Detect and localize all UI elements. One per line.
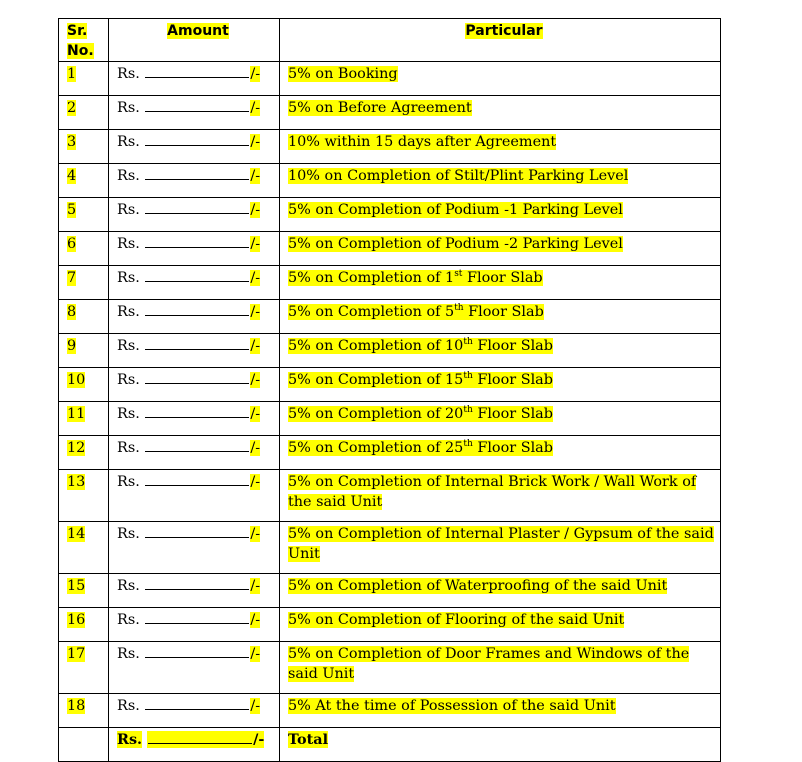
header-amount-label: Amount xyxy=(167,23,229,39)
table-row xyxy=(59,368,721,402)
sr-cell xyxy=(59,608,109,642)
amount-blank[interactable] xyxy=(145,438,249,452)
sr-number: 11 xyxy=(67,406,86,422)
particular-text: 5% on Completion of 25th Floor Slab xyxy=(288,439,553,456)
particular-text: 5% on Completion of 1st Floor Slab xyxy=(288,269,543,286)
sr-cell xyxy=(59,402,109,436)
amount-cell xyxy=(109,62,280,96)
amount-suffix: /- xyxy=(250,270,261,286)
particular-cell xyxy=(280,96,721,130)
total-label: Total xyxy=(288,731,329,748)
table-row xyxy=(59,436,721,470)
table-row xyxy=(59,232,721,266)
amount-cell xyxy=(109,436,280,470)
particular-text: 5% on Completion of Internal Plaster / Gypsum of the said Unit xyxy=(288,526,714,562)
amount-suffix: /- xyxy=(250,474,261,490)
amount-blank[interactable] xyxy=(145,336,249,350)
particular-text: 5% on Completion of Podium -1 Parking Level xyxy=(288,202,623,218)
amount-cell xyxy=(109,402,280,436)
amount-suffix: /- xyxy=(250,168,261,184)
amount-suffix: /- xyxy=(250,338,261,354)
amount-blank[interactable] xyxy=(145,132,249,146)
amount-cell xyxy=(109,300,280,334)
total-amount-blank[interactable] xyxy=(148,730,252,744)
table-row xyxy=(59,402,721,436)
amount-cell xyxy=(109,522,280,574)
ordinal-suffix: th xyxy=(454,303,464,313)
particular-text: 5% on Completion of Podium -2 Parking Level xyxy=(288,236,623,252)
currency-prefix: Rs. xyxy=(117,612,140,628)
amount-blank[interactable] xyxy=(145,64,249,78)
amount-blank[interactable] xyxy=(145,302,249,316)
particular-cell xyxy=(280,436,721,470)
sr-cell xyxy=(59,368,109,402)
total-amount-suffix: /- xyxy=(253,731,265,748)
ordinal-suffix: th xyxy=(463,405,473,415)
sr-number: 13 xyxy=(67,474,86,490)
particular-cell xyxy=(280,300,721,334)
table-row xyxy=(59,62,721,96)
sr-cell xyxy=(59,62,109,96)
amount-cell xyxy=(109,266,280,300)
sr-number: 9 xyxy=(67,338,77,354)
particular-text: 5% on Completion of Door Frames and Windows of the said Unit xyxy=(288,646,690,682)
total-amount-cell xyxy=(109,728,280,762)
sr-cell xyxy=(59,300,109,334)
amount-blank[interactable] xyxy=(145,200,249,214)
header-particular xyxy=(280,19,721,62)
particular-cell xyxy=(280,694,721,728)
table-row xyxy=(59,300,721,334)
sr-number: 15 xyxy=(67,578,86,594)
amount-suffix: /- xyxy=(250,578,261,594)
header-sr-no xyxy=(59,19,109,62)
amount-blank[interactable] xyxy=(145,166,249,180)
amount-suffix: /- xyxy=(250,698,261,714)
amount-suffix: /- xyxy=(250,406,261,422)
particular-cell xyxy=(280,402,721,436)
total-currency-prefix: Rs. xyxy=(117,731,143,748)
table-row xyxy=(59,198,721,232)
particular-cell xyxy=(280,334,721,368)
amount-cell xyxy=(109,574,280,608)
ordinal-suffix: th xyxy=(463,371,473,381)
table-row xyxy=(59,96,721,130)
sr-number: 4 xyxy=(67,168,77,184)
amount-suffix: /- xyxy=(250,236,261,252)
sr-cell xyxy=(59,96,109,130)
amount-cell xyxy=(109,334,280,368)
sr-number: 1 xyxy=(67,66,77,82)
particular-text: 5% on Completion of 15th Floor Slab xyxy=(288,371,553,388)
currency-prefix: Rs. xyxy=(117,646,140,662)
amount-blank[interactable] xyxy=(145,696,249,710)
table-header-row xyxy=(59,19,721,62)
particular-text: 5% on Completion of Flooring of the said Unit xyxy=(288,612,625,628)
currency-prefix: Rs. xyxy=(117,168,140,184)
currency-prefix: Rs. xyxy=(117,66,140,82)
table-row xyxy=(59,694,721,728)
currency-prefix: Rs. xyxy=(117,440,140,456)
payment-schedule-table xyxy=(58,18,721,762)
particular-cell xyxy=(280,198,721,232)
currency-prefix: Rs. xyxy=(117,236,140,252)
particular-text: 5% on Completion of 5th Floor Slab xyxy=(288,303,544,320)
header-sr-line2: No. xyxy=(67,43,94,59)
amount-suffix: /- xyxy=(250,66,261,82)
sr-number: 14 xyxy=(67,526,86,542)
amount-blank[interactable] xyxy=(145,576,249,590)
sr-number: 18 xyxy=(67,698,86,714)
particular-cell xyxy=(280,164,721,198)
total-sr-cell xyxy=(59,728,109,762)
amount-blank[interactable] xyxy=(145,524,249,538)
table-row xyxy=(59,266,721,300)
amount-cell xyxy=(109,164,280,198)
amount-cell xyxy=(109,470,280,522)
total-label-cell xyxy=(280,728,721,762)
particular-text: 10% on Completion of Stilt/Plint Parking Level xyxy=(288,168,629,184)
header-amount xyxy=(109,19,280,62)
sr-number: 12 xyxy=(67,440,86,456)
sr-number: 17 xyxy=(67,646,86,662)
sr-cell xyxy=(59,574,109,608)
sr-cell xyxy=(59,642,109,694)
amount-blank[interactable] xyxy=(145,472,249,486)
currency-prefix: Rs. xyxy=(117,698,140,714)
currency-prefix: Rs. xyxy=(117,338,140,354)
header-particular-label: Particular xyxy=(465,23,543,39)
particular-cell xyxy=(280,266,721,300)
ordinal-suffix: st xyxy=(454,269,463,279)
currency-prefix: Rs. xyxy=(117,100,140,116)
amount-cell xyxy=(109,198,280,232)
amount-cell xyxy=(109,368,280,402)
amount-suffix: /- xyxy=(250,440,261,456)
particular-cell xyxy=(280,470,721,522)
table-row xyxy=(59,522,721,574)
currency-prefix: Rs. xyxy=(117,134,140,150)
sr-number: 2 xyxy=(67,100,77,116)
amount-suffix: /- xyxy=(250,100,261,116)
sr-number: 5 xyxy=(67,202,77,218)
sr-number: 7 xyxy=(67,270,77,286)
particular-cell xyxy=(280,522,721,574)
particular-text: 5% on Completion of Waterproofing of the said Unit xyxy=(288,578,668,594)
particular-cell xyxy=(280,368,721,402)
amount-blank[interactable] xyxy=(145,370,249,384)
currency-prefix: Rs. xyxy=(117,526,140,542)
particular-cell xyxy=(280,130,721,164)
particular-text: 5% on Completion of 20th Floor Slab xyxy=(288,405,553,422)
sr-number: 6 xyxy=(67,236,77,252)
table-row xyxy=(59,130,721,164)
amount-suffix: /- xyxy=(250,612,261,628)
ordinal-suffix: th xyxy=(463,439,473,449)
currency-prefix: Rs. xyxy=(117,474,140,490)
currency-prefix: Rs. xyxy=(117,578,140,594)
sr-number: 3 xyxy=(67,134,77,150)
amount-cell xyxy=(109,608,280,642)
particular-cell xyxy=(280,642,721,694)
amount-cell xyxy=(109,232,280,266)
particular-text: 5% on Booking xyxy=(288,66,398,82)
sr-cell xyxy=(59,334,109,368)
currency-prefix: Rs. xyxy=(117,270,140,286)
table-row xyxy=(59,470,721,522)
amount-blank[interactable] xyxy=(145,234,249,248)
currency-prefix: Rs. xyxy=(117,304,140,320)
particular-cell xyxy=(280,608,721,642)
amount-suffix: /- xyxy=(250,134,261,150)
sr-cell xyxy=(59,470,109,522)
table-body xyxy=(59,62,721,728)
sr-cell xyxy=(59,436,109,470)
table-row xyxy=(59,574,721,608)
sr-number: 10 xyxy=(67,372,86,388)
amount-blank[interactable] xyxy=(145,404,249,418)
particular-text: 5% on Completion of Internal Brick Work / Wall Work of the said Unit xyxy=(288,474,697,510)
amount-suffix: /- xyxy=(250,372,261,388)
total-row xyxy=(59,728,721,762)
table-row xyxy=(59,334,721,368)
sr-cell xyxy=(59,522,109,574)
amount-cell xyxy=(109,642,280,694)
particular-text: 5% on Before Agreement xyxy=(288,100,472,116)
amount-blank[interactable] xyxy=(145,98,249,112)
table-row xyxy=(59,642,721,694)
amount-suffix: /- xyxy=(250,304,261,320)
sr-cell xyxy=(59,198,109,232)
currency-prefix: Rs. xyxy=(117,406,140,422)
amount-cell xyxy=(109,96,280,130)
amount-cell xyxy=(109,130,280,164)
sr-cell xyxy=(59,694,109,728)
sr-cell xyxy=(59,266,109,300)
amount-blank[interactable] xyxy=(145,268,249,282)
particular-text: 5% At the time of Possession of the said Unit xyxy=(288,698,616,714)
amount-blank[interactable] xyxy=(145,610,249,624)
sr-cell xyxy=(59,232,109,266)
sr-cell xyxy=(59,164,109,198)
currency-prefix: Rs. xyxy=(117,372,140,388)
amount-suffix: /- xyxy=(250,646,261,662)
particular-text: 5% on Completion of 10th Floor Slab xyxy=(288,337,553,354)
sr-number: 16 xyxy=(67,612,86,628)
particular-cell xyxy=(280,574,721,608)
header-sr-line1: Sr. xyxy=(67,23,88,39)
particular-cell xyxy=(280,62,721,96)
particular-cell xyxy=(280,232,721,266)
amount-blank[interactable] xyxy=(145,644,249,658)
currency-prefix: Rs. xyxy=(117,202,140,218)
table-row xyxy=(59,608,721,642)
amount-suffix: /- xyxy=(250,526,261,542)
particular-text: 10% within 15 days after Agreement xyxy=(288,134,557,150)
ordinal-suffix: th xyxy=(463,337,473,347)
table-row xyxy=(59,164,721,198)
sr-number: 8 xyxy=(67,304,77,320)
sr-cell xyxy=(59,130,109,164)
amount-suffix: /- xyxy=(250,202,261,218)
amount-cell xyxy=(109,694,280,728)
